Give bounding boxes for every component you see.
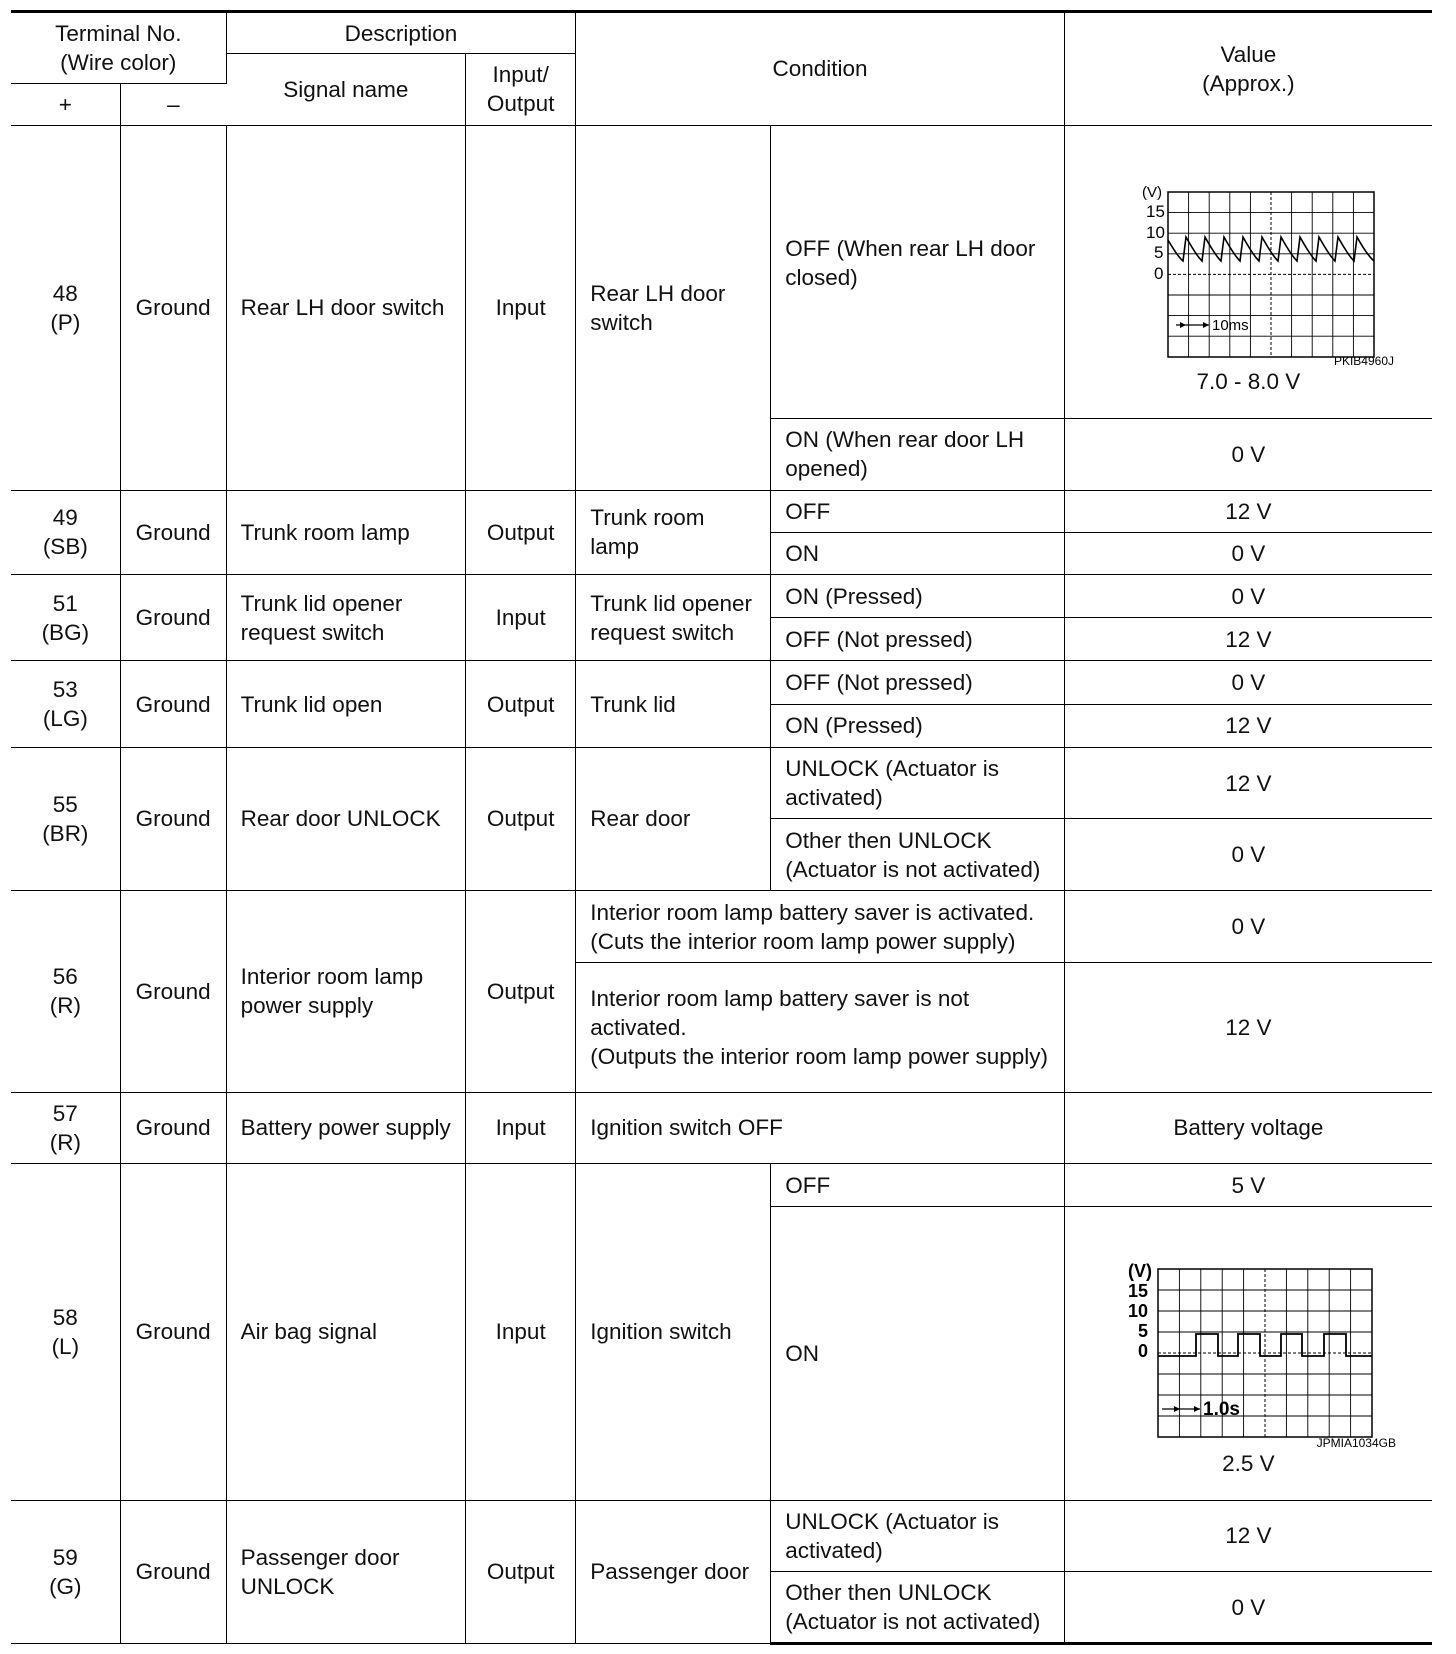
waveform-y-tick: 0 bbox=[1154, 264, 1164, 284]
signal-name-cell: Trunk lid open bbox=[226, 661, 465, 747]
condition-cell: ON (Pressed) bbox=[771, 574, 1065, 617]
ground-cell: Ground bbox=[120, 747, 226, 890]
io-cell: Output bbox=[466, 891, 576, 1092]
value-cell: 12 V bbox=[1064, 490, 1432, 532]
header-signal-name: Signal name bbox=[226, 54, 465, 126]
waveform-y-unit: (V) bbox=[1128, 1260, 1153, 1281]
condition-cell: Other then UNLOCK (Actuator is not activated) bbox=[771, 819, 1065, 891]
terminal-cell bbox=[11, 1092, 120, 1164]
signal-name-cell: Battery power supply bbox=[226, 1092, 465, 1164]
condition-main-cell: Rear door bbox=[576, 747, 771, 890]
waveform-y-tick: 0 bbox=[1138, 1340, 1149, 1361]
value-cell: 12 V bbox=[1064, 1500, 1432, 1572]
terminal-cell bbox=[11, 1164, 120, 1500]
value-cell: 0 V bbox=[1064, 891, 1432, 963]
terminal-cell bbox=[11, 661, 120, 747]
value-cell: 0 V bbox=[1064, 661, 1432, 704]
header-minus: – bbox=[120, 83, 226, 125]
waveform-time-label: 10ms bbox=[1212, 317, 1250, 335]
header-wire-color-label: (Wire color) bbox=[60, 49, 177, 75]
io-cell: Input bbox=[466, 1092, 576, 1164]
terminal-number: 59 bbox=[52, 1544, 78, 1570]
waveform-figure-id: JPMIA1034GB bbox=[1317, 1435, 1397, 1449]
terminal-number: 57 bbox=[52, 1100, 78, 1126]
terminal-spec-table bbox=[11, 10, 1432, 1645]
condition-cell bbox=[576, 891, 1065, 963]
header-condition: Condition bbox=[576, 12, 1065, 126]
io-cell: Input bbox=[466, 125, 576, 490]
condition-cell: OFF bbox=[771, 490, 1065, 532]
value-text: 2.5 V bbox=[1222, 1450, 1275, 1476]
ground-cell: Ground bbox=[120, 1164, 226, 1500]
condition-cell: ON (When rear door LH opened) bbox=[771, 418, 1065, 490]
header-value-label: Value bbox=[1220, 41, 1277, 67]
table-row bbox=[11, 661, 1432, 704]
condition-main-cell: Ignition switch bbox=[576, 1164, 771, 1500]
value-cell: 0 V bbox=[1064, 819, 1432, 891]
table-row bbox=[11, 574, 1432, 617]
terminal-cell bbox=[11, 1500, 120, 1644]
condition-cell: OFF (Not pressed) bbox=[771, 618, 1065, 661]
table-row bbox=[11, 490, 1432, 532]
waveform-time-label: 1.0s bbox=[1203, 1398, 1241, 1420]
value-cell: 12 V bbox=[1064, 704, 1432, 747]
wire-color: (BG) bbox=[41, 619, 90, 645]
condition-cell: ON bbox=[771, 1207, 1065, 1500]
signal-name-cell: Passenger door UNLOCK bbox=[226, 1500, 465, 1644]
io-cell: Input bbox=[466, 574, 576, 660]
ground-cell: Ground bbox=[120, 125, 226, 490]
table-row bbox=[11, 747, 1432, 819]
value-cell: 0 V bbox=[1064, 532, 1432, 574]
condition-cell: OFF (Not pressed) bbox=[771, 661, 1065, 704]
table-row bbox=[11, 1092, 1432, 1164]
value-cell: Battery voltage bbox=[1064, 1092, 1432, 1164]
condition-main-cell: Trunk lid opener request switch bbox=[576, 574, 771, 660]
terminal-cell bbox=[11, 574, 120, 660]
signal-name-cell: Trunk room lamp bbox=[226, 490, 465, 574]
value-waveform-cell bbox=[1064, 125, 1432, 418]
io-cell: Output bbox=[466, 661, 576, 747]
condition-line: (Cuts the interior room lamp power supply) bbox=[590, 928, 1016, 954]
header-value bbox=[1064, 12, 1432, 126]
condition-main-cell: Passenger door bbox=[576, 1500, 771, 1644]
signal-name-cell: Air bag signal bbox=[226, 1164, 465, 1500]
header-terminal-label: Terminal No. bbox=[55, 20, 182, 46]
table-row bbox=[11, 1500, 1432, 1572]
header-description: Description bbox=[226, 12, 576, 54]
waveform-y-tick: 10 bbox=[1128, 1300, 1149, 1321]
terminal-number: 56 bbox=[52, 964, 78, 990]
wire-color: (BR) bbox=[42, 820, 89, 846]
value-cell: 5 V bbox=[1064, 1164, 1432, 1207]
condition-cell bbox=[576, 962, 1065, 1092]
header-plus: + bbox=[11, 83, 120, 125]
terminal-number: 48 bbox=[52, 280, 78, 306]
ground-cell: Ground bbox=[120, 661, 226, 747]
value-cell: 12 V bbox=[1064, 747, 1432, 819]
header-input-label: Input/ bbox=[492, 62, 549, 88]
terminal-number: 58 bbox=[52, 1304, 78, 1330]
condition-cell: OFF (When rear LH door closed) bbox=[771, 125, 1065, 418]
condition-main-cell: Rear LH door switch bbox=[576, 125, 771, 490]
condition-cell: ON bbox=[771, 532, 1065, 574]
ground-cell: Ground bbox=[120, 1500, 226, 1644]
waveform-chart bbox=[1098, 1229, 1398, 1449]
waveform-y-tick: 15 bbox=[1146, 202, 1166, 222]
condition-line: (Outputs the interior room lamp power supply) bbox=[590, 1043, 1048, 1069]
value-cell: 0 V bbox=[1064, 1572, 1432, 1644]
waveform-figure-id: PKIB4960J bbox=[1334, 354, 1395, 368]
header-approx-label: (Approx.) bbox=[1202, 70, 1295, 96]
waveform-y-tick: 10 bbox=[1146, 223, 1166, 243]
header-input-output bbox=[466, 54, 576, 126]
ground-cell: Ground bbox=[120, 1092, 226, 1164]
signal-name-cell: Trunk lid opener request switch bbox=[226, 574, 465, 660]
condition-cell: UNLOCK (Actuator is activated) bbox=[771, 1500, 1065, 1572]
io-cell: Input bbox=[466, 1164, 576, 1500]
condition-cell: OFF bbox=[771, 1164, 1065, 1207]
terminal-number: 51 bbox=[52, 590, 78, 616]
ground-cell: Ground bbox=[120, 490, 226, 574]
value-cell: 12 V bbox=[1064, 962, 1432, 1092]
ground-cell: Ground bbox=[120, 574, 226, 660]
value-waveform-cell bbox=[1064, 1207, 1432, 1500]
condition-cell: ON (Pressed) bbox=[771, 704, 1065, 747]
waveform-chart bbox=[1098, 147, 1398, 367]
signal-name-cell: Rear door UNLOCK bbox=[226, 747, 465, 890]
wire-color: (R) bbox=[49, 993, 81, 1019]
table-row bbox=[11, 125, 1432, 418]
header-terminal-no bbox=[11, 12, 226, 84]
condition-line: Interior room lamp battery saver is activated. bbox=[590, 899, 1035, 925]
value-cell: 0 V bbox=[1064, 418, 1432, 490]
wire-color: (LG) bbox=[42, 706, 88, 732]
signal-name-cell: Interior room lamp power supply bbox=[226, 891, 465, 1092]
header-output-label: Output bbox=[486, 91, 555, 117]
wire-color: (L) bbox=[51, 1333, 80, 1359]
condition-cell: Ignition switch OFF bbox=[576, 1092, 1065, 1164]
condition-line: Interior room lamp battery saver is not activated. bbox=[590, 985, 970, 1040]
terminal-number: 55 bbox=[52, 791, 78, 817]
io-cell: Output bbox=[466, 1500, 576, 1644]
io-cell: Output bbox=[466, 747, 576, 890]
wire-color: (SB) bbox=[42, 534, 88, 560]
table-row bbox=[11, 891, 1432, 963]
terminal-number: 53 bbox=[52, 677, 78, 703]
wire-color: (R) bbox=[49, 1129, 81, 1155]
ground-cell: Ground bbox=[120, 891, 226, 1092]
wire-color: (G) bbox=[49, 1573, 82, 1599]
condition-main-cell: Trunk lid bbox=[576, 661, 771, 747]
terminal-cell bbox=[11, 125, 120, 490]
terminal-number: 49 bbox=[52, 505, 78, 531]
waveform-y-tick: 5 bbox=[1138, 1320, 1149, 1341]
value-text: 7.0 - 8.0 V bbox=[1196, 369, 1301, 395]
signal-name-cell: Rear LH door switch bbox=[226, 125, 465, 490]
terminal-cell bbox=[11, 490, 120, 574]
value-cell: 0 V bbox=[1064, 574, 1432, 617]
waveform-y-unit: (V) bbox=[1142, 184, 1163, 202]
terminal-cell bbox=[11, 891, 120, 1092]
table-row bbox=[11, 1164, 1432, 1207]
waveform-time-scale bbox=[1176, 317, 1249, 334]
waveform-y-tick: 5 bbox=[1154, 243, 1164, 263]
condition-cell: UNLOCK (Actuator is activated) bbox=[771, 747, 1065, 819]
condition-main-cell: Trunk room lamp bbox=[576, 490, 771, 574]
condition-cell: Other then UNLOCK (Actuator is not activated) bbox=[771, 1572, 1065, 1644]
waveform-y-tick: 15 bbox=[1128, 1280, 1149, 1301]
value-cell: 12 V bbox=[1064, 618, 1432, 661]
wire-color: (P) bbox=[50, 309, 81, 335]
io-cell: Output bbox=[466, 490, 576, 574]
terminal-cell bbox=[11, 747, 120, 890]
